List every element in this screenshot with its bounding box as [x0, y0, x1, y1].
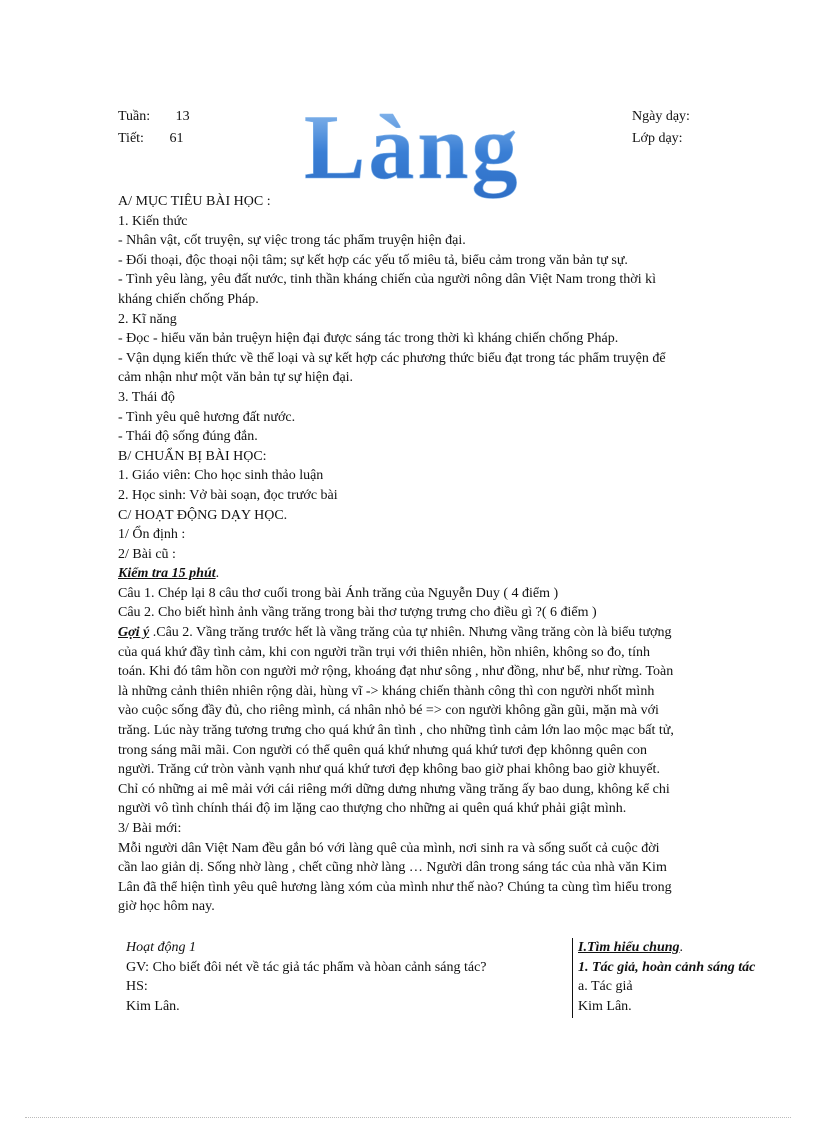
text-line: - Tình yêu quê hương đất nước.: [118, 409, 296, 425]
section-b-heading: B/ CHUẨN BỊ BÀI HỌC:: [118, 448, 267, 464]
text-line: 1. Giáo viên: Cho học sinh thảo luận: [118, 468, 324, 484]
text-line: Chỉ có những ai mê mải với cái riêng mới dững dưng nhưng vầng trăng ấy bao dung, không kể chi: [118, 781, 670, 797]
tiet-value: 61: [169, 131, 184, 146]
text-line: - Đọc - hiểu văn bản truệyn hiện đại được sáng tác trong thời kì kháng chiến chống Pháp.: [118, 331, 619, 347]
tuan-row: [118, 106, 190, 128]
tiet-label: Tiết:: [118, 131, 144, 146]
text-line: 2/ Bài cũ :: [118, 546, 176, 562]
text-line: 3. Thái độ: [118, 389, 175, 405]
text-line: cảm nhận như một văn bản tự sự hiện đại.: [118, 370, 354, 386]
text-line: kháng chiến chống Pháp.: [118, 291, 259, 307]
text-line: - Nhân vật, cốt truyện, sự việc trong tác phẩm truyện hiện đại.: [118, 233, 466, 249]
text-line: - Đối thoại, độc thoại nội tâm; sự kết hợp các yếu tố miêu tả, biểu cảm trong văn bản tự sự.: [118, 252, 628, 268]
text-line: - Tình yêu làng, yêu đất nước, tinh thần kháng chiến của người nông dân Việt Nam trong thời kì: [118, 272, 656, 288]
text-line: 1. Kiến thức: [118, 213, 188, 229]
question-line: Câu 2. Cho biết hình ảnh vầng trăng trong bài thơ tượng trưng cho điều gì ?( 6 điểm ): [118, 605, 597, 621]
activity-line: Kim Lân.: [126, 998, 180, 1014]
question-line: Câu 1. Chép lại 8 câu thơ cuối trong bài Ánh trăng của Nguyễn Duy ( 4 điểm ): [118, 585, 559, 601]
text-line: người vô tình chính thái độ im lặng cao thượng cho những ai quên quá khứ phải giật mình.: [118, 801, 627, 817]
activity-line: GV: Cho biết đôi nét về tác giả tác phẩm và hòan cảnh sáng tác?: [126, 959, 487, 975]
kiem-tra-line: [118, 564, 768, 584]
activity-line: Kim Lân.: [578, 998, 632, 1014]
goi-y-label: Gợi ý: [118, 625, 150, 641]
text-line: - Vận dụng kiến thức về thể loại và sự kết hợp các phương thức biểu đạt trong tác phẩm truyện để: [118, 350, 666, 366]
kiem-tra-heading: Kiểm tra 15 phút: [118, 566, 216, 582]
text-line: - Thái độ sống đúng đắn.: [118, 429, 258, 445]
tuan-value: 13: [175, 109, 190, 124]
header-left: [118, 106, 190, 150]
page-bottom-divider: [25, 1117, 791, 1118]
text-line: trong sáng mãi mãi. Con người có thể quên quá khứ nhưng quá khứ tươi đẹp khônng quên con: [118, 742, 648, 758]
section-i-dot: .: [679, 940, 684, 955]
activity-line: HS:: [126, 979, 148, 995]
section-c-heading: C/ HOẠT ĐỘNG DẠY HỌC.: [118, 507, 288, 523]
activity-left-column: [126, 938, 556, 1016]
text-line: của quá khứ đầy tình cảm, khi con người trần trụi với thiên nhiên, hồn nhiên, không so đo, tính: [118, 644, 650, 660]
bai-moi-heading: 3/ Bài mới:: [118, 821, 182, 836]
subsection-heading: 1. Tác giả, hoàn cảnh sáng tác: [578, 959, 756, 975]
lesson-body: [118, 192, 768, 917]
text-line: giờ học hôm nay.: [118, 899, 215, 915]
text-line: Mỗi người dân Việt Nam đều gắn bó với làng quê của mình, nơi sinh ra và sống suốt cả cuộc đời: [118, 840, 660, 856]
section-i-heading: I.Tìm hiểu chung: [578, 940, 680, 955]
ngay-day-label: Ngày dạy:: [632, 109, 690, 124]
goi-y-text: .Câu 2. Vầng trăng trước hết là vầng trăng của tự nhiên. Nhưng vầng trăng còn là biểu tượng: [149, 625, 672, 641]
text-line: Lân đã thể hiện tình yêu quê hương làng xóm của mình như thế nào? Chúng ta cùng tìm hiểu trong: [118, 879, 672, 895]
page-title: Làng: [304, 98, 521, 198]
activity-line: a. Tác giả: [578, 979, 633, 995]
text-line: 1/ Ổn định :: [118, 527, 186, 543]
text-line: trăng. Lúc này trăng tương trưng cho quá khứ ân tình , cho những tình cảm lớn lao mộc mạc bất tử,: [118, 723, 674, 739]
goi-y-line: [118, 623, 768, 643]
kiem-tra-dot: .: [215, 566, 220, 582]
header-right: [632, 106, 690, 150]
text-line: 2. Kĩ năng: [118, 311, 177, 327]
tiet-row: [118, 128, 190, 150]
text-line: là những cảnh thiên nhiên rộng dài, hùng vĩ -> kháng chiến thành công thì con người nhốt mình: [118, 683, 655, 699]
text-line: toán. Khi đó tâm hồn con người mở rộng, khoáng đạt như sông , như đồng, như bể, như rừng. Toàn: [118, 664, 674, 680]
activity-heading: Hoạt động 1: [126, 940, 196, 955]
section-i-heading-line: [578, 938, 798, 958]
text-line: 2. Học sinh: Vở bài soạn, đọc trước bài: [118, 487, 338, 503]
text-line: cần lao giản dị. Sống nhờ làng , chết cũng nhờ làng … Người dân trong sáng tác của nhà văn Kim: [118, 860, 667, 876]
section-a-heading: A/ MỤC TIÊU BÀI HỌC :: [118, 194, 271, 209]
lop-day-label: Lớp dạy:: [632, 131, 683, 146]
text-line: người. Trăng cứ tròn vành vạnh như quá khứ tươi đẹp không bao giờ phai không bao giờ khuyết.: [118, 762, 660, 778]
text-line: vào cuộc sống đầy đủ, cho riêng mình, cá nhân nhỏ bé => con người không gần gũi, mặn mà với: [118, 703, 659, 719]
activity-right-column: [572, 938, 798, 1018]
tuan-label: Tuần:: [118, 109, 151, 124]
